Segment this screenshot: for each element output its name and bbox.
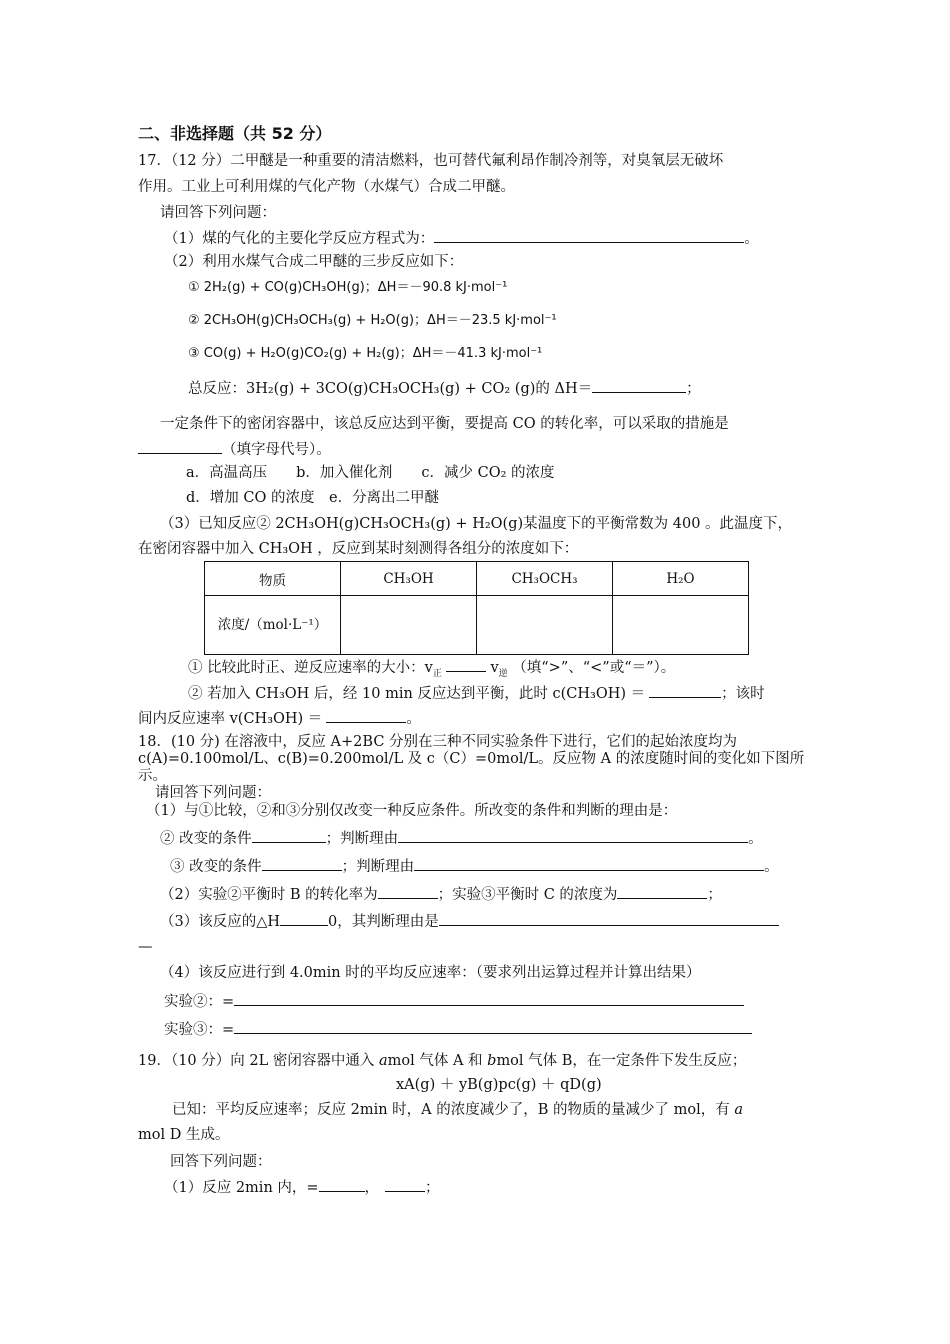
q19-part1 — [164, 1177, 440, 1198]
q18-condition-3 — [170, 856, 779, 877]
total-reaction — [188, 378, 701, 399]
q19-l1-a: 19．（10 分）向 2L 密闭容器中通入 — [138, 1053, 379, 1069]
q18-c3-end: 。 — [764, 859, 779, 875]
table-header: CH₃OCH₃ — [477, 562, 613, 596]
q18-prompt: 请回答下列问题： — [155, 785, 271, 801]
subscript-ni: 逆 — [498, 668, 508, 679]
var-a: a — [734, 1102, 744, 1118]
q17-sub2-mid: ；该时 — [721, 686, 765, 702]
q17-sub2-text: ② 若加入 CH₃OH 后，经 10 min 反应达到平衡，此时 c(CH₃OH) ＝ — [188, 686, 646, 702]
q18-p2-text: （2）实验②平衡时 B 的转化率为 — [160, 887, 378, 903]
answer-blank[interactable] — [385, 1177, 425, 1192]
q17-part2: （2）利用水煤气合成二甲醚的三步反应如下： — [164, 254, 464, 270]
q18-condition-2 — [160, 828, 763, 849]
q17-part1-text: （1）煤的气化的主要化学反应方程式为： — [164, 231, 435, 247]
answer-blank[interactable] — [439, 911, 779, 926]
q18-c3-label: ③ 改变的条件 — [170, 859, 262, 875]
q17-equilibrium-line-2 — [138, 439, 331, 460]
reaction-3: ③ CO(g) + H₂O(g)CO₂(g) + H₂(g)；ΔH＝－41.3 kJ·mol⁻¹ — [188, 346, 543, 361]
total-reaction-end: ； — [686, 381, 701, 397]
answer-blank[interactable] — [592, 378, 686, 393]
reaction-2: ② 2CH₃OH(g)CH₃OCH₃(g) + H₂O(g)；ΔH＝－23.5 kJ·mol⁻¹ — [188, 313, 557, 328]
answer-blank[interactable] — [252, 828, 326, 843]
q17-part3-line-1: （3）已知反应② 2CH₃OH(g)CH₃OCH₃(g) + H₂O(g)某温度下的平衡常数为 400 。此温度下， — [160, 516, 793, 532]
answer-blank[interactable] — [319, 1177, 365, 1192]
q19-known-line-1 — [172, 1100, 743, 1120]
answer-blank[interactable] — [617, 884, 707, 899]
table-cell[interactable] — [341, 596, 477, 655]
q17-sub1-hint: （填“>”、“<”或“＝”）。 — [512, 660, 676, 676]
q17-line-2: 作用。工业上可利用煤的气化产物（水煤气）合成二甲醚。 — [138, 179, 515, 195]
table-header: H₂O — [613, 562, 749, 596]
var-b: b — [487, 1053, 497, 1069]
q18-exp2 — [164, 991, 744, 1012]
q18-p2-end: ； — [707, 887, 722, 903]
answer-blank[interactable] — [398, 828, 748, 843]
total-reaction-text: 总反应：3H₂(g) + 3CO(g)CH₃OCH₃(g) + CO₂ (g)的 ΔH＝ — [188, 381, 593, 397]
q19-l1-c: mol 气体 B，在一定条件下发生反应； — [496, 1053, 747, 1069]
q19-p1-mid: ， — [364, 1180, 380, 1196]
q17-sub1-text: ① 比较此时正、逆反应速率的大小：v — [188, 660, 433, 676]
q18-exp2-label: 实验②：= — [164, 994, 235, 1010]
table-cell[interactable] — [477, 596, 613, 655]
answer-blank[interactable] — [649, 683, 721, 698]
q17-part3-line-2: 在密闭容器中加入 CH₃OH ，反应到某时刻测得各组分的浓度如下： — [138, 541, 579, 557]
q18-part2 — [160, 884, 722, 905]
q18-part1: （1）与①比较，②和③分别仅改变一种反应条件。所改变的条件和判断的理由是： — [146, 803, 678, 819]
q19-k1: 已知：平均反应速率；反应 2min 时，A 的浓度减少了，B 的物质的量减少了 mol，有 — [172, 1102, 735, 1118]
var-a: a — [378, 1053, 388, 1069]
q19-equation: xA(g) ＋ yB(g)pc(g) ＋ qD(g) — [396, 1077, 602, 1093]
q18-c3-reason: ；判断理由 — [341, 859, 415, 875]
q17-line-1: 17．（12 分）二甲醚是一种重要的清洁燃料，也可替代氟利昂作制冷剂等，对臭氧层无破坏 — [138, 153, 724, 169]
answer-blank[interactable] — [446, 657, 486, 672]
q18-p2-mid: ；实验③平衡时 C 的浓度为 — [437, 887, 618, 903]
q19-l1-b: mol 气体 A 和 — [387, 1053, 488, 1069]
options-row-1: a．高温高压 b．加入催化剂 c．减少 CO₂ 的浓度 — [186, 465, 555, 481]
q19-line-1 — [138, 1051, 746, 1071]
answer-blank[interactable] — [414, 856, 764, 871]
q18-p3-text: （3）该反应的△H — [160, 914, 281, 930]
answer-blank[interactable] — [138, 439, 222, 454]
q18-exp3 — [164, 1019, 752, 1040]
q18-p3-mid: 0，其判断理由是 — [328, 914, 439, 930]
q17-sub2-rate: 间内反应速率 v(CH₃OH) ＝ — [138, 711, 323, 727]
table-header: 物质 — [205, 562, 341, 596]
q17-sub2 — [188, 683, 765, 704]
answer-blank[interactable] — [234, 1019, 752, 1034]
section-title: 二、非选择题（共 52 分） — [138, 124, 332, 143]
subscript-zheng: 正 — [432, 668, 442, 679]
q18-part4: （4）该反应进行到 4.0min 时的平均反应速率：（要求列出运算过程并计算出结果） — [160, 965, 701, 981]
answer-blank[interactable] — [326, 708, 406, 723]
q18-c2-label: ② 改变的条件 — [160, 831, 252, 847]
answer-blank[interactable] — [378, 884, 438, 899]
q18-exp3-label: 实验③：= — [164, 1022, 235, 1038]
q17-sub1-v: v — [490, 660, 499, 676]
concentration-table — [204, 561, 749, 655]
answer-blank[interactable] — [262, 856, 342, 871]
q17-prompt: 请回答下列问题： — [160, 205, 276, 221]
q17-part1 — [164, 228, 759, 249]
q18-line-1: 18．(10 分) 在溶液中，反应 A+2BC 分别在三种不同实验条件下进行，它们的起始浓度均为 — [138, 734, 738, 750]
q17-sub2-end: 。 — [406, 711, 421, 727]
options-row-2: d．增加 CO 的浓度 e．分离出二甲醚 — [186, 490, 440, 506]
q18-line-2: c(A)=0.100mol/L、c(B)=0.200mol/L 及 c（C）=0mol/L。反应物 A 的浓度随时间的变化如下图所 — [138, 751, 805, 767]
answer-blank[interactable] — [234, 991, 744, 1006]
q19-p1-end: ； — [425, 1180, 440, 1196]
q18-c2-end: 。 — [748, 831, 763, 847]
q19-known-line-2: mol D 生成。 — [138, 1127, 230, 1143]
q17-equilibrium-end: （填字母代号）。 — [222, 442, 331, 458]
q17-equilibrium-line-1: 一定条件下的密闭容器中，该总反应达到平衡，要提高 CO 的转化率，可以采取的措施是 — [160, 416, 729, 432]
answer-blank[interactable] — [434, 228, 744, 243]
answer-blank[interactable] — [280, 911, 328, 926]
q17-part1-end: 。 — [744, 231, 759, 247]
table-cell[interactable] — [613, 596, 749, 655]
q18-c2-reason: ；判断理由 — [325, 831, 399, 847]
q18-part3 — [160, 911, 779, 932]
q19-p1-text: （1）反应 2min 内，= — [164, 1180, 319, 1196]
q19-prompt: 回答下列问题： — [170, 1154, 272, 1170]
reaction-1: ① 2H₂(g) + CO(g)CH₃OH(g)；ΔH＝－90.8 kJ·mol⁻¹ — [188, 280, 508, 295]
q18-part3-cont: — — [138, 939, 153, 955]
table-header: CH₃OH — [341, 562, 477, 596]
q18-line-3: 示。 — [138, 768, 167, 784]
q17-sub2-cont — [138, 708, 421, 729]
q17-sub1 — [188, 657, 675, 684]
table-row-label: 浓度/（mol·L⁻¹） — [205, 596, 341, 655]
